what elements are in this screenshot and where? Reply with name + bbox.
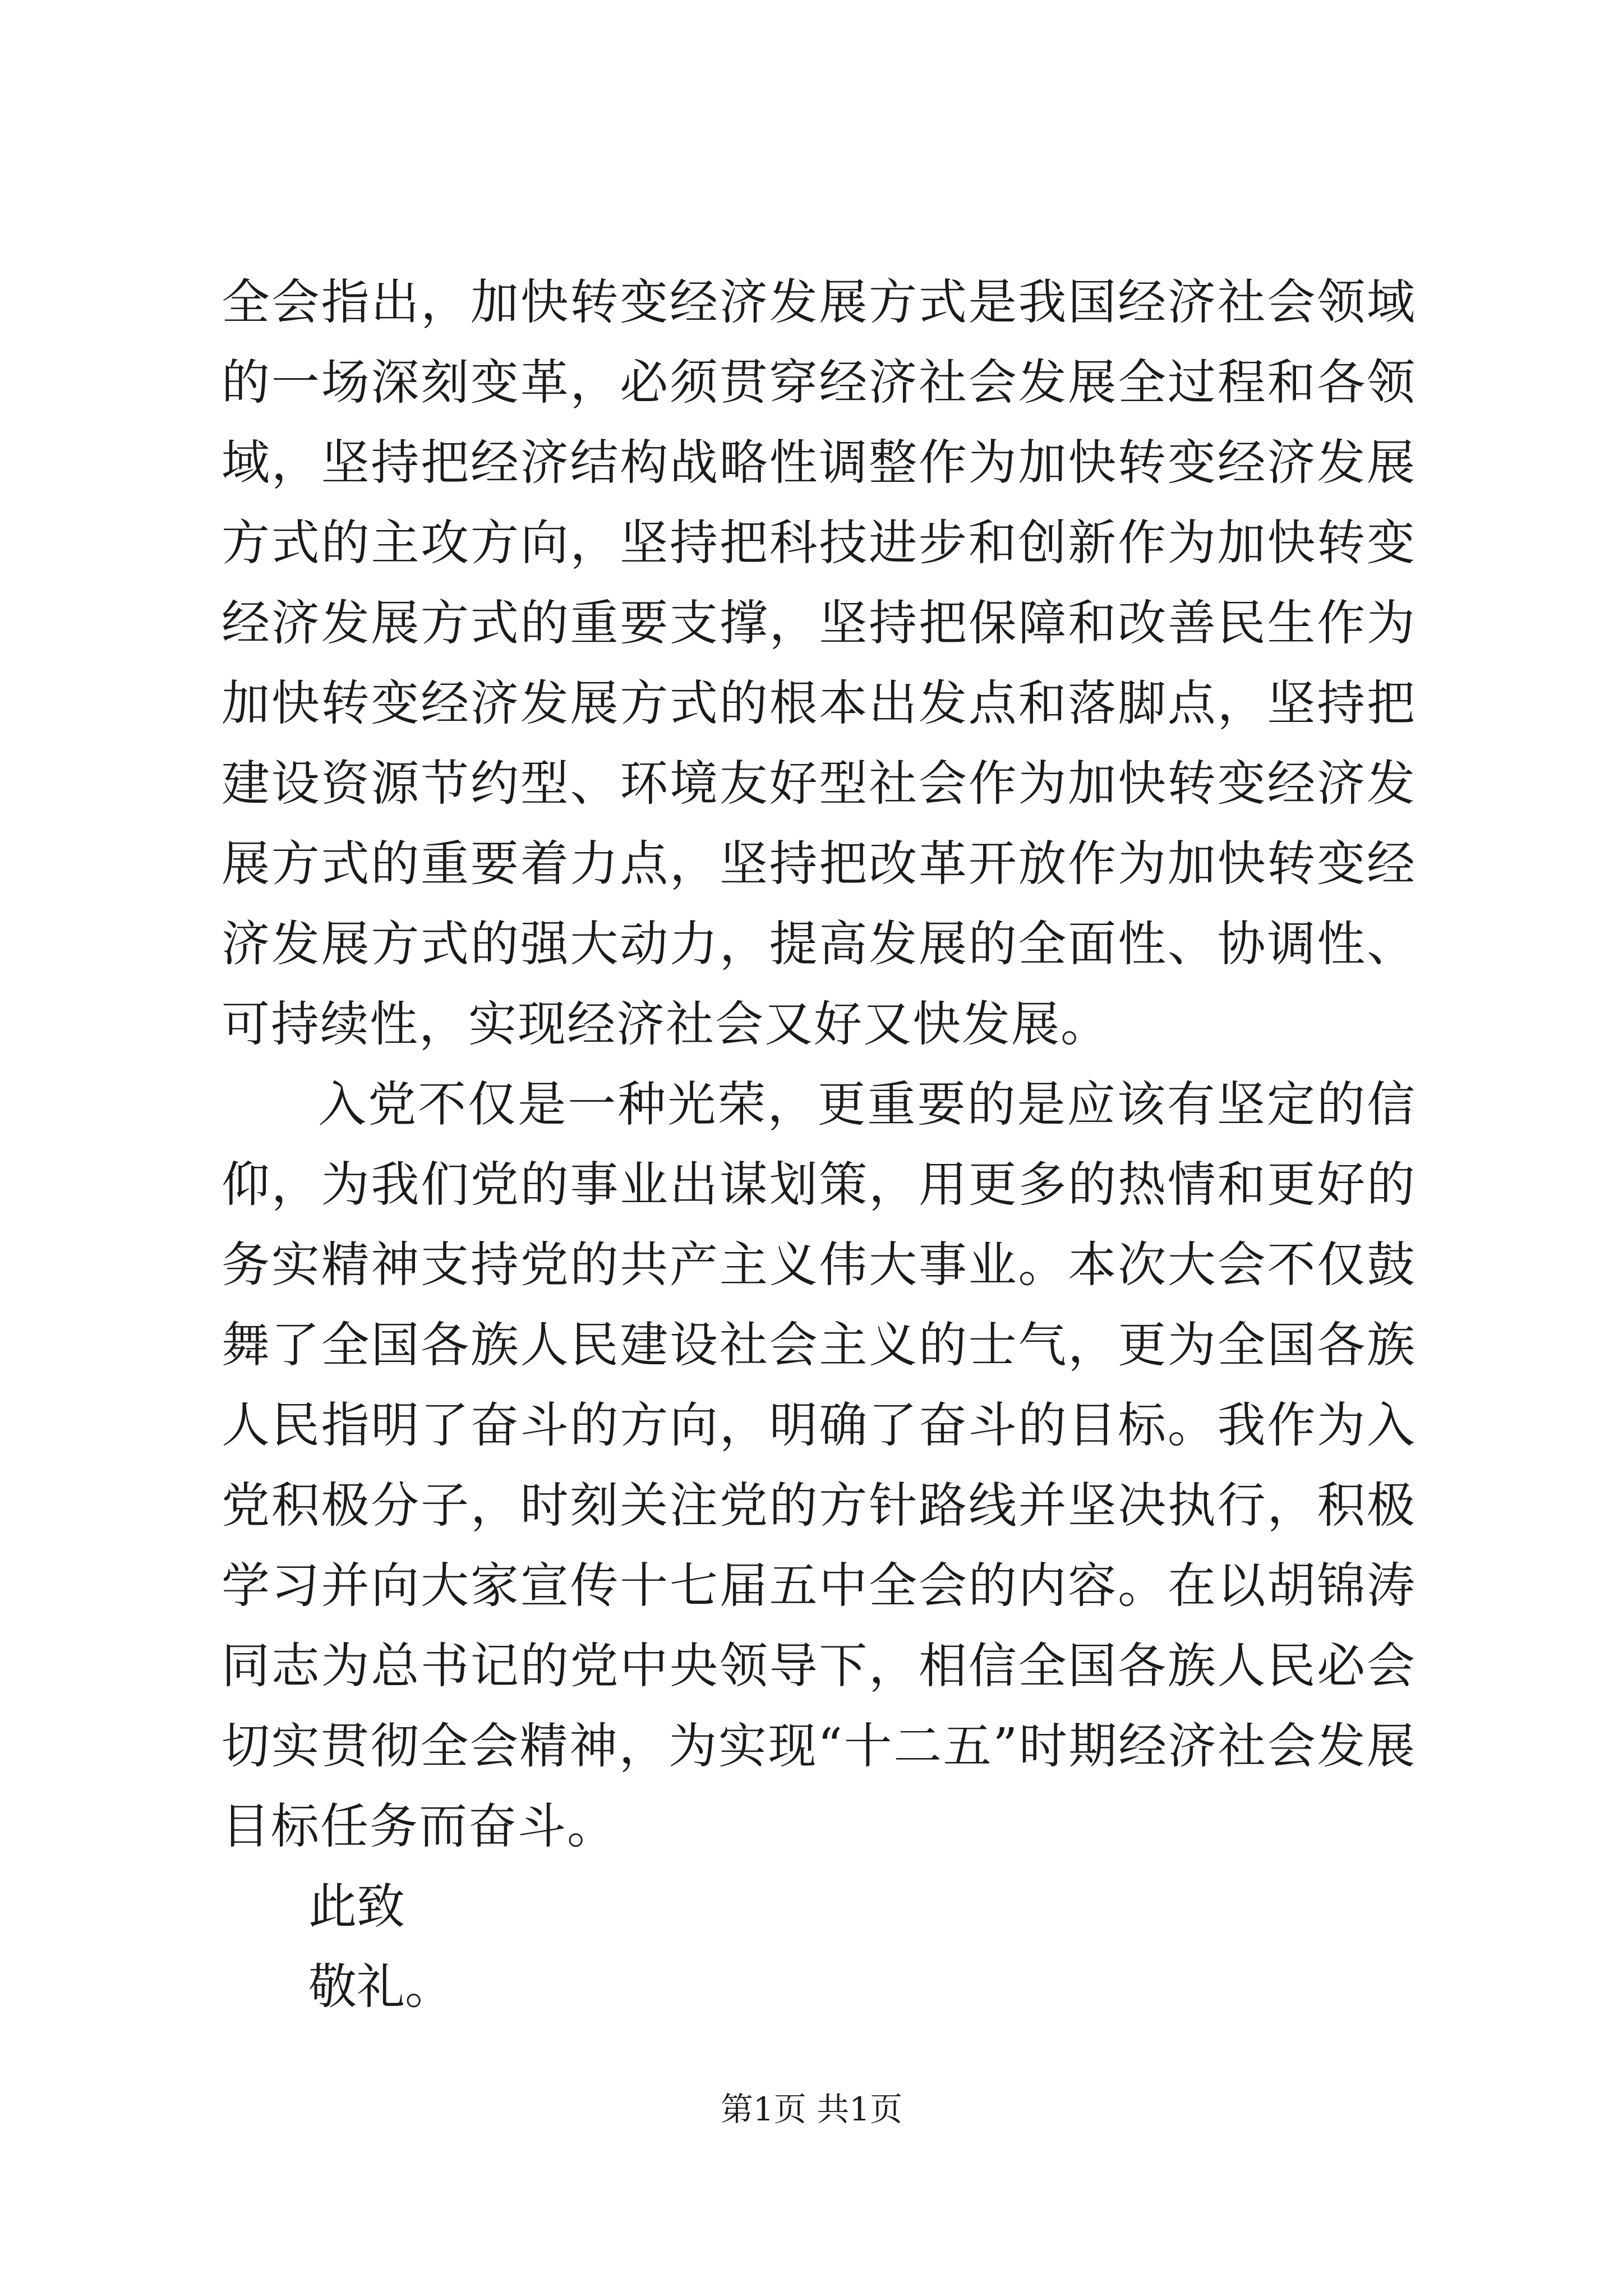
paragraph-1: 全会指出，加快转变经济发展方式是我国经济社会领域的一场深刻变革，必须贯穿经济社会发展全过程和各领域，坚持把经济结构战略性调整作为加快转变经济发展方式的主攻方向，坚持把科技进步和创新作为加快转变经济发展方式的重要支撑，坚持把保障和改善民生作为加快转变经济发展方式的根本出发点和落脚点，坚持把建设资源节约型、环境友好型社会作为加快转变经济发展方式的重要着力点，坚持把改革开放作为加快转变经济发展方式的强大动力，提高发展的全面性、协调性、可持续性，实现经济社会又好又快发展。	[222, 274, 1416, 1052]
closing-salutation: 此致	[308, 1879, 405, 1935]
paragraph-2: 入党不仅是一种光荣，更重要的是应该有坚定的信仰，为我们党的事业出谋划策，用更多的热情和更好的务实精神支持党的共产主义伟大事业。本次大会不仅鼓舞了全国各族人民建设社会主义的士气，更为全国各族人民指明了奋斗的方向，明确了奋斗的目标。我作为入党积极分子，时刻关注党的方针路线并坚决执行，积极学习并向大家宣传十七届五中全会的内容。在以胡锦涛同志为总书记的党中央领导下，相信全国各族人民必会切实贯彻全会精神，为实现“十二五”时期经济社会发展目标任务而奋斗。	[222, 1076, 1416, 1855]
page-footer: 第1页 共1页	[720, 2090, 903, 2128]
closing-regards: 敬礼。	[308, 1959, 453, 2015]
document-body	[222, 263, 1416, 2027]
